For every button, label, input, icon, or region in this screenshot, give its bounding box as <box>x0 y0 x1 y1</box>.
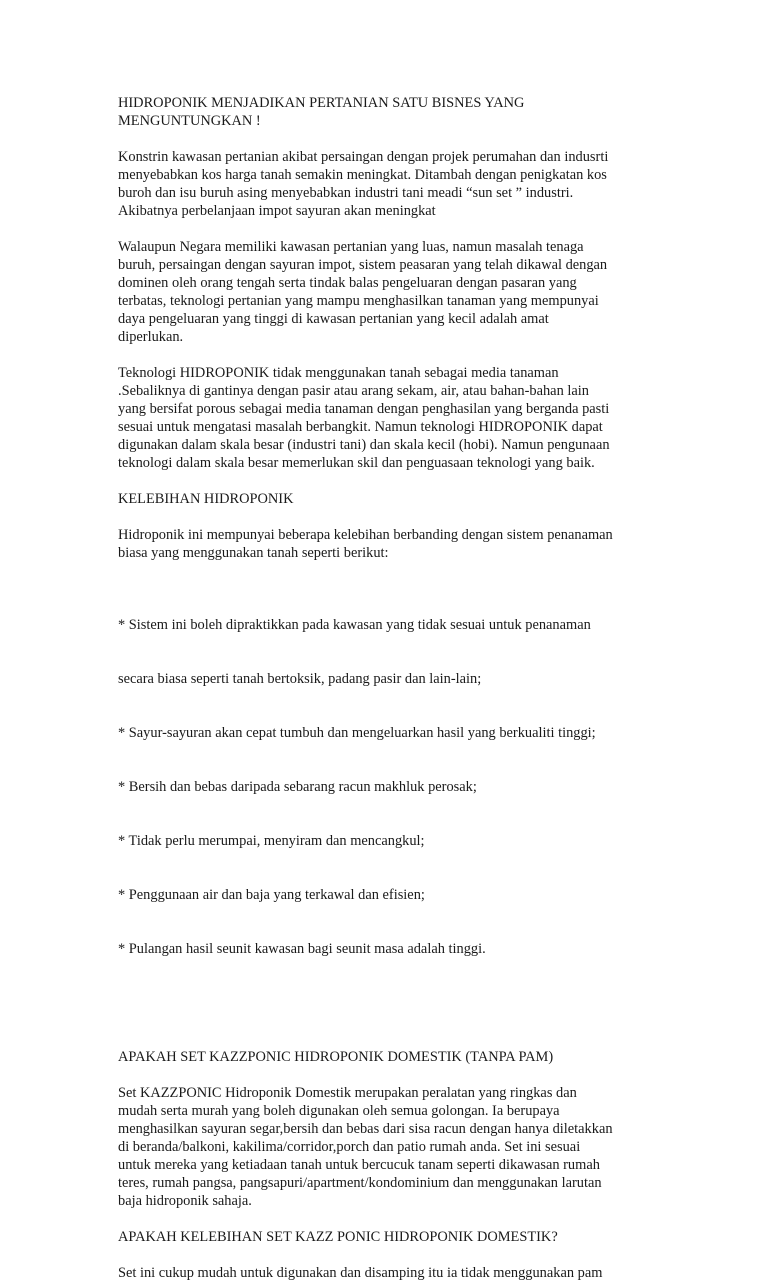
paragraph-negara <box>118 238 658 346</box>
paragraph-set-kazzponic <box>118 1084 658 1210</box>
text-line: dominen oleh orang tengah serta tindak balas pengeluaran dengan pasaran yang <box>118 275 577 291</box>
list-item: * Pulangan hasil seunit kawasan bagi seunit masa adalah tinggi. <box>118 941 486 957</box>
heading-main-line: HIDROPONIK MENJADIKAN PERTANIAN SATU BISNES YANG <box>118 95 525 111</box>
text-line: daya pengeluaran yang tinggi di kawasan pertanian yang kecil adalah amat <box>118 311 549 327</box>
text-line: terbatas, teknologi pertanian yang mampu menghasilkan tanaman yang mempunyai <box>118 293 599 309</box>
text-line: digunakan dalam skala besar (industri tani) dan skala kecil (hobi). Namun pengunaan <box>118 437 610 453</box>
list-item: * Sistem ini boleh dipraktikkan pada kawasan yang tidak sesuai untuk penanaman <box>118 617 591 633</box>
text-line: buroh dan isu buruh asing menyebabkan industri tani meadi “sun set ” industri. <box>118 185 574 201</box>
list-item: * Bersih dan bebas daripada sebarang racun makhluk perosak; <box>118 779 477 795</box>
heading-main <box>118 94 658 130</box>
list-item: * Penggunaan air dan baja yang terkawal dan efisien; <box>118 887 425 903</box>
heading-main-line: MENGUNTUNGKAN ! <box>118 113 261 129</box>
heading-kelebihan-set: APAKAH KELEBIHAN SET KAZZ PONIC HIDROPONIK DOMESTIK? <box>118 1229 558 1245</box>
text-line: menghasilkan sayuran segar,bersih dan bebas dari sisa racun dengan hanya diletakkan <box>118 1121 613 1137</box>
heading-kelebihan: KELEBIHAN HIDROPONIK <box>118 491 294 507</box>
bullet-list <box>118 580 658 994</box>
text-line: .Sebaliknya di gantinya dengan pasir atau arang sekam, air, atau bahan-bahan lain <box>118 383 589 399</box>
text-line: Set ini cukup mudah untuk digunakan dan disamping itu ia tidak menggunakan pam <box>118 1265 603 1281</box>
text-line: Set KAZZPONIC Hidroponik Domestik merupakan peralatan yang ringkas dan <box>118 1085 577 1101</box>
text-line: menyebabkan kos harga tanah semakin meningkat. Ditambah dengan penigkatan kos <box>118 167 607 183</box>
text-line: untuk mereka yang ketiadaan tanah untuk bercucuk tanam seperti dikawasan rumah <box>118 1157 600 1173</box>
text-line: buruh, persaingan dengan sayuran impot, sistem peasaran yang telah dikawal dengan <box>118 257 608 273</box>
text-line: Hidroponik ini mempunyai beberapa kelebihan berbanding dengan sistem penanaman <box>118 527 613 543</box>
text-line: sesuai untuk mengatasi masalah berbangkit. Namun teknologi HIDROPONIK dapat <box>118 419 603 435</box>
paragraph-kelebihan-set <box>118 1264 658 1282</box>
text-line: yang bersifat porous sebagai media tanaman dengan penghasilan yang berganda pasti <box>118 401 610 417</box>
list-item: * Tidak perlu merumpai, menyiram dan mencangkul; <box>118 833 425 849</box>
text-line: di beranda/balkoni, kakilima/corridor,porch dan patio rumah anda. Set ini sesuai <box>118 1139 581 1155</box>
heading-set-kazzponic: APAKAH SET KAZZPONIC HIDROPONIK DOMESTIK (TANPA PAM) <box>118 1049 554 1065</box>
paragraph-intro <box>118 148 658 220</box>
paragraph-kelebihan-intro <box>118 526 658 562</box>
text-line: Akibatnya perbelanjaan impot sayuran akan meningkat <box>118 203 436 219</box>
text-line: mudah serta murah yang boleh digunakan oleh semua golongan. Ia berupaya <box>118 1103 560 1119</box>
text-line: teknologi dalam skala besar memerlukan skil dan penguasaan teknologi yang baik. <box>118 455 595 471</box>
document-page <box>118 94 658 1282</box>
text-line: Konstrin kawasan pertanian akibat persaingan dengan projek perumahan dan indusrti <box>118 149 609 165</box>
text-line: baja hidroponik sahaja. <box>118 1193 252 1209</box>
list-item: secara biasa seperti tanah bertoksik, padang pasir dan lain-lain; <box>118 671 482 687</box>
paragraph-teknologi <box>118 364 658 472</box>
text-line: teres, rumah pangsa, pangsapuri/apartment/kondominium dan menggunakan larutan <box>118 1175 602 1191</box>
list-item: * Sayur-sayuran akan cepat tumbuh dan mengeluarkan hasil yang berkualiti tinggi; <box>118 725 596 741</box>
text-line: Walaupun Negara memiliki kawasan pertanian yang luas, namun masalah tenaga <box>118 239 584 255</box>
text-line: Teknologi HIDROPONIK tidak menggunakan tanah sebagai media tanaman <box>118 365 559 381</box>
text-line: biasa yang menggunakan tanah seperti berikut: <box>118 545 389 561</box>
text-line: diperlukan. <box>118 329 184 345</box>
